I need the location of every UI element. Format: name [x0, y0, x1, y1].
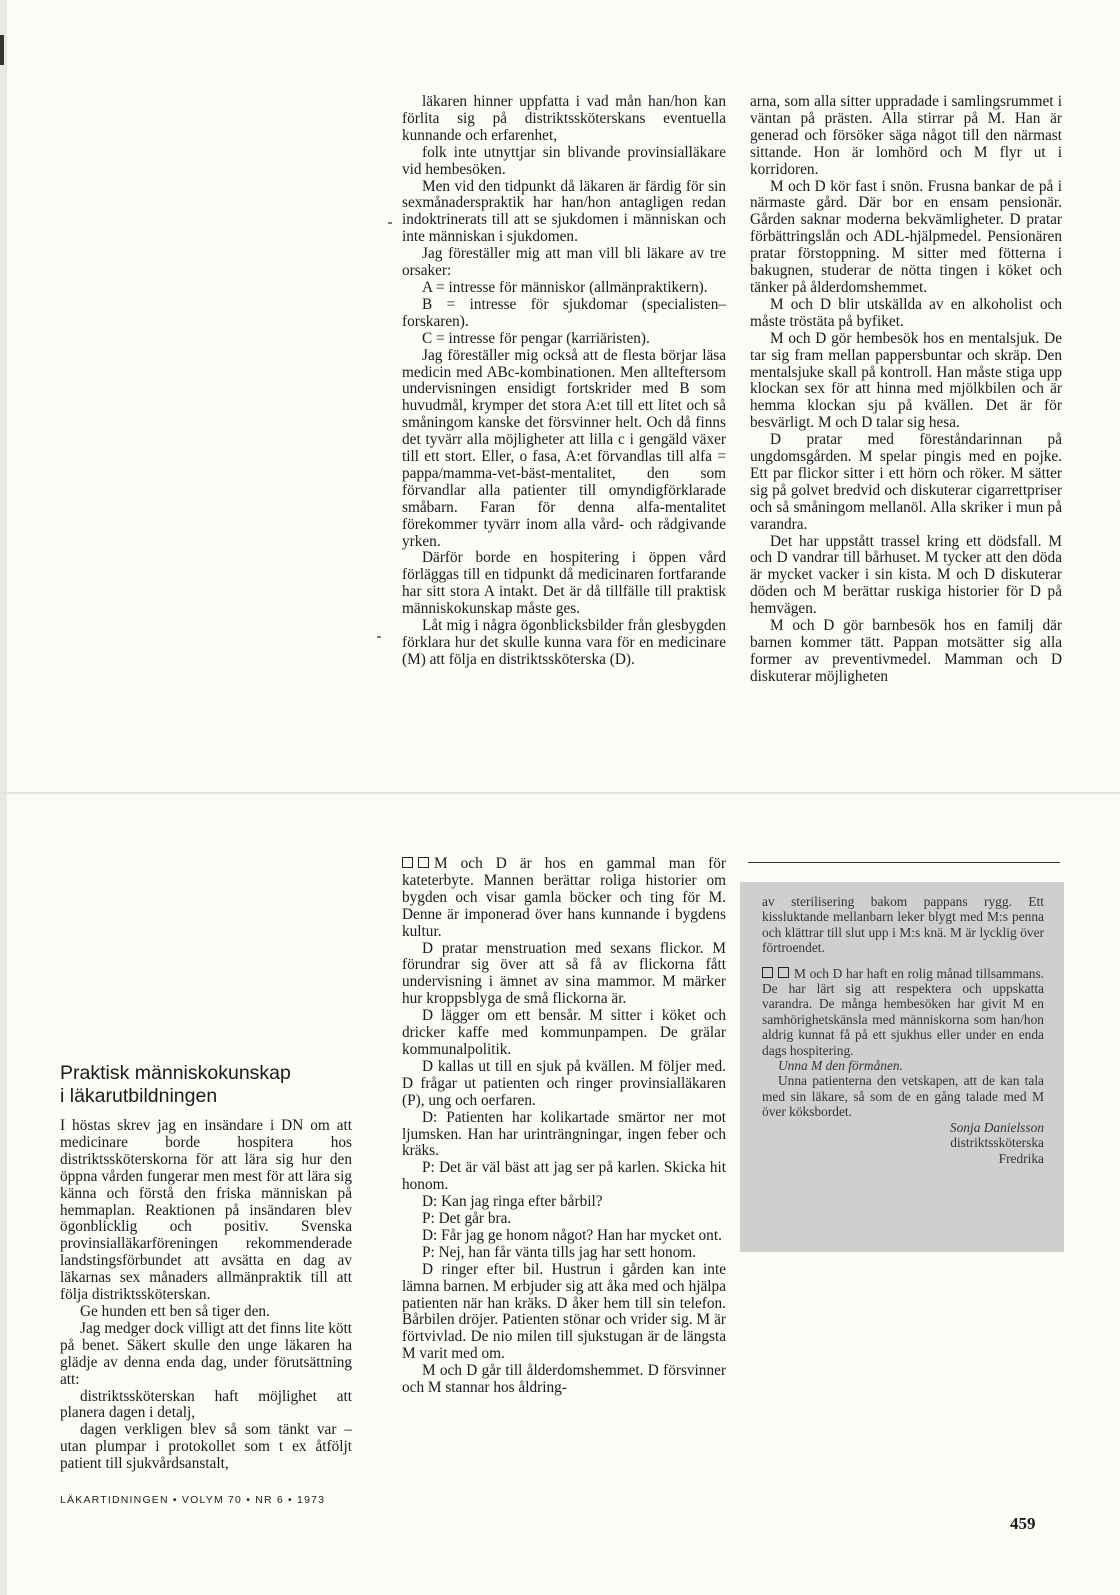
article-title-line2: i läkarutbildningen: [60, 1085, 218, 1107]
signature-name: Sonja Danielsson: [949, 1119, 1044, 1135]
signature-title: distriktssköterska: [950, 1135, 1044, 1151]
paragraph: D pratar menstruation med sexans flickor. M förundrar sig över att så få av flickorna fått undervisning i ämnet av sina mammor. M märker hur kroppsblyga de små flickorna är.: [402, 939, 726, 1008]
paragraph: D pratar med föreståndarinnan på ungdomsgården. M spelar pingis med en pojke. Ett par flickor sitter i ett hörn och röker. M sätter sig på golvet bredvid och diskuterar cigarrettpriser och så småningom mellanöl. Alla skriker i mun på varandra.: [750, 431, 1062, 533]
paragraph: folk inte utnyttjar sin blivande provinsialläkare vid hembesöken.: [402, 143, 726, 178]
article-title: [60, 1062, 360, 1108]
paragraph: läkaren hinner uppfatta i vad mån han/hon kan förlita sig på distriktssköterskans eventuella kunnande och erfarenhet,: [402, 93, 726, 144]
paragraph-text: M och D är hos en gammal man för kateterbyte. Mannen berättar roliga historier om bygden och visar gamla böcker och ting för M. Denne är imponerad över hans kunnande i bygdens kultur.: [402, 855, 726, 940]
paragraph: P: Det är väl bäst att jag ser på karlen. Skicka hit honom.: [402, 1159, 726, 1194]
square-bullet-icon: [762, 967, 773, 978]
paragraph-boxed: [762, 966, 1044, 1058]
paragraph: M och D gör barnbesök hos en familj där barnen kommer tätt. Pappan motsätter sig alla former av preventivmedel. Mamman och D diskuterar möjligheten: [750, 617, 1062, 685]
paragraph: P: Det går bra.: [422, 1210, 512, 1228]
paragraph: Det har uppstått trassel kring ett dödsfall. M och D vandrar till bårhuset. M tycker att den döda är mycket vacker i sin kista. M och D diskuterar döden och M berättar ruskiga historier för D på hemvägen.: [750, 532, 1062, 618]
paragraph: dagen verkligen blev så som tänkt var – utan plumpar i protokollet som t ex åtföljt patient till sjukvårdsanstalt,: [60, 1421, 352, 1473]
square-bullet-icon: [402, 857, 413, 868]
square-bullet-icon: [418, 857, 429, 868]
paragraph: C = intresse för pengar (karriäristen).: [422, 329, 650, 347]
paragraph: Ge hunden ett ben så tiger den.: [80, 1302, 270, 1320]
paragraph: Unna patienterna den vetskapen, att de kan tala med sin läkare, så som de en gång talade med M över köksbordet.: [762, 1073, 1044, 1120]
page-left-edge: [0, 0, 7, 1595]
paragraph: I höstas skrev jag en insändare i DN om att medicinare borde hospitera hos distriktssköterskorna för att lära sig hur den öppna vården fungerar men mest för att lära sig känna och förstå den friska människan på hemmaplan. Reaktionen på insändaren blev ögonblicklig och positiv. Svenska provinsialläkarföreningen rekommenderade landstingsförbundet att avsätta en dag av läkarnas sex månaders allmänpraktik till att följa distriktssköterskan.: [60, 1117, 352, 1304]
paragraph: M och D blir utskällda av en alkoholist och måste tröstäta på byfiket.: [750, 295, 1062, 330]
paragraph: D: Patienten har kolikartade smärtor ner mot ljumsken. Han har urinträngningar, ingen feber och kräks.: [402, 1108, 726, 1160]
paragraph: D: Får jag ge honom något? Han har mycket ont.: [422, 1226, 722, 1244]
paragraph: D kallas ut till en sjuk på kvällen. M följer med. D frågar ut patienten och ringer provinsialläkaren (P), ung och oerfaren.: [402, 1057, 726, 1109]
column-rule: [748, 862, 1060, 863]
paragraph: B = intresse för sjukdomar (specialisten–forskaren).: [402, 295, 726, 330]
article-title-line1: Praktisk människokunskap: [60, 1062, 291, 1084]
paragraph: D ringer efter bil. Hustrun i gården kan inte lämna barnen. M erbjuder sig att åka med och hjälpa patienten när han kräks. D åker hem till sin telefon. Bårbilen dröjer. Patienten stönar och vrider sig. M är förtvivlad. De nio milen till sjukstugan är de längsta M varit med om.: [402, 1260, 726, 1363]
column-left: [60, 1118, 352, 1473]
fold-line: [0, 792, 1120, 794]
square-bullet-icon: [778, 967, 789, 978]
paragraph: P: Nej, han får vänta tills jag har sett honom.: [422, 1243, 697, 1261]
journal-footer: LÄKARTIDNINGEN • VOLYM 70 • NR 6 • 1973: [60, 1494, 326, 1506]
stray-mark: [388, 222, 392, 224]
column-right: [750, 94, 1062, 686]
column-middle-lower: [402, 856, 726, 1397]
boxed-text-panel: [740, 882, 1064, 1252]
column-middle: [402, 94, 726, 669]
paragraph: Låt mig i några ögonblicksbilder från glesbygden förklara hur det skulle kunna vara för en medicinare (M) att följa en distriktssköterska (D).: [402, 617, 726, 668]
paragraph: M och D går till ålderdomshemmet. D försvinner och M stannar hos åldring-: [402, 1362, 726, 1397]
stray-mark: [377, 636, 381, 638]
paragraph: Jag medger dock villigt att det finns lite kött på benet. Säkert skulle den unge läkaren ha glädje av denna enda dag, under förutsättning att:: [60, 1319, 352, 1388]
tear-mark: [0, 35, 4, 65]
paragraph: Jag föreställer mig också att de flesta börjar läsa medicin med ABc-kombinationen. Men allteftersom undervisningen ensidigt fortskrider med B som huvudmål, krymper det stora A:et till ett litet och så småningom kanske det försvinner helt. Och då finns det tyvärr alla möjligheter att lilla c i gengäld växer till ett stort. Eller, o fasa, A:et förvandlas till alfa = pappa/mamma-vet-bäst-mentalitet, den som förvandlar alla patienter till omyndigförklarade småbarn. Faran för denna alfa-mentalitet förekommer tyvärr inom alla vård- och rådgivande yrken.: [402, 346, 726, 550]
paragraph: av sterilisering bakom pappans rygg. Ett kissluktande mellanbarn leker blygt med M:s penna och klättrar till slut upp i M:s knä. M är lycklig över förtroendet.: [762, 894, 1044, 956]
paragraph: M och D kör fast i snön. Frusna bankar de på i närmaste gård. Där bor en ensam pensionär. Gården saknar moderna bekvämligheter. D pratar förbättringslån och ADL-hjälpmedel. Pensionären pratar förstoppning. M sitter med fötterna i bakugnen, studerar de nötta tingen i köket och tänker på ålderdomshemmet.: [750, 177, 1062, 296]
paragraph-boxed: [402, 856, 726, 941]
paragraph: M och D gör hembesök hos en mentalsjuk. De tar sig fram mellan pappersbuntar och skräp. Den mentalsjuke skall på kontroll. Han måste stiga upp klockan sex för att hinna med mjölkbilen och är hemma klockan sju på kvällen. Det är för besvärligt. M och D talar sig hesa.: [750, 329, 1062, 432]
paragraph: A = intresse för människor (allmänpraktikern).: [422, 278, 708, 296]
page-number: 459: [1010, 1514, 1036, 1533]
paragraph: Därför borde en hospitering i öppen vård förläggas till en tidpunkt då medicinaren fortfarande har sitt stora A intakt. Det är då tillfälle till praktisk människokunskap måste ges.: [402, 549, 726, 618]
boxed-text: [762, 894, 1044, 1166]
paragraph: distriktssköterskan haft möjlighet att planera dagen i detalj,: [60, 1387, 352, 1422]
paragraph: Jag föreställer mig att man vill bli läkare av tre orsaker:: [402, 245, 726, 280]
paragraph: D: Kan jag ringa efter bårbil?: [422, 1193, 603, 1211]
paragraph-text: M och D har haft en rolig månad tillsammans. De har lärt sig att respektera och uppskatta varandra. De många hembesöken har givit M en samhörighetskänsla med människorna som han/hon aldrig kunnat få på ett sjukhus eller under en enda dags hospitering.: [762, 965, 1044, 1058]
paragraph: Unna M den förmånen.: [778, 1058, 903, 1074]
paragraph: arna, som alla sitter uppradade i samlingsrummet i väntan på prästen. Alla stirrar på M. Han är generad och försöker säga något till den närmast sittande. Hon är lomhörd och M flyr ut i korridoren.: [750, 93, 1062, 178]
signature-place: Fredrika: [998, 1150, 1044, 1166]
paragraph: Men vid den tidpunkt då läkaren är färdig för sin sexmånaderspraktik har han/hon antagligen redan indoktrinerats till att se sjukdomen i människan och inte människan i sjukdomen.: [402, 177, 726, 246]
paragraph: D lägger om ett bensår. M sitter i köket och dricker kaffe med kommunpampen. De grälar kommunalpolitik.: [402, 1007, 726, 1058]
